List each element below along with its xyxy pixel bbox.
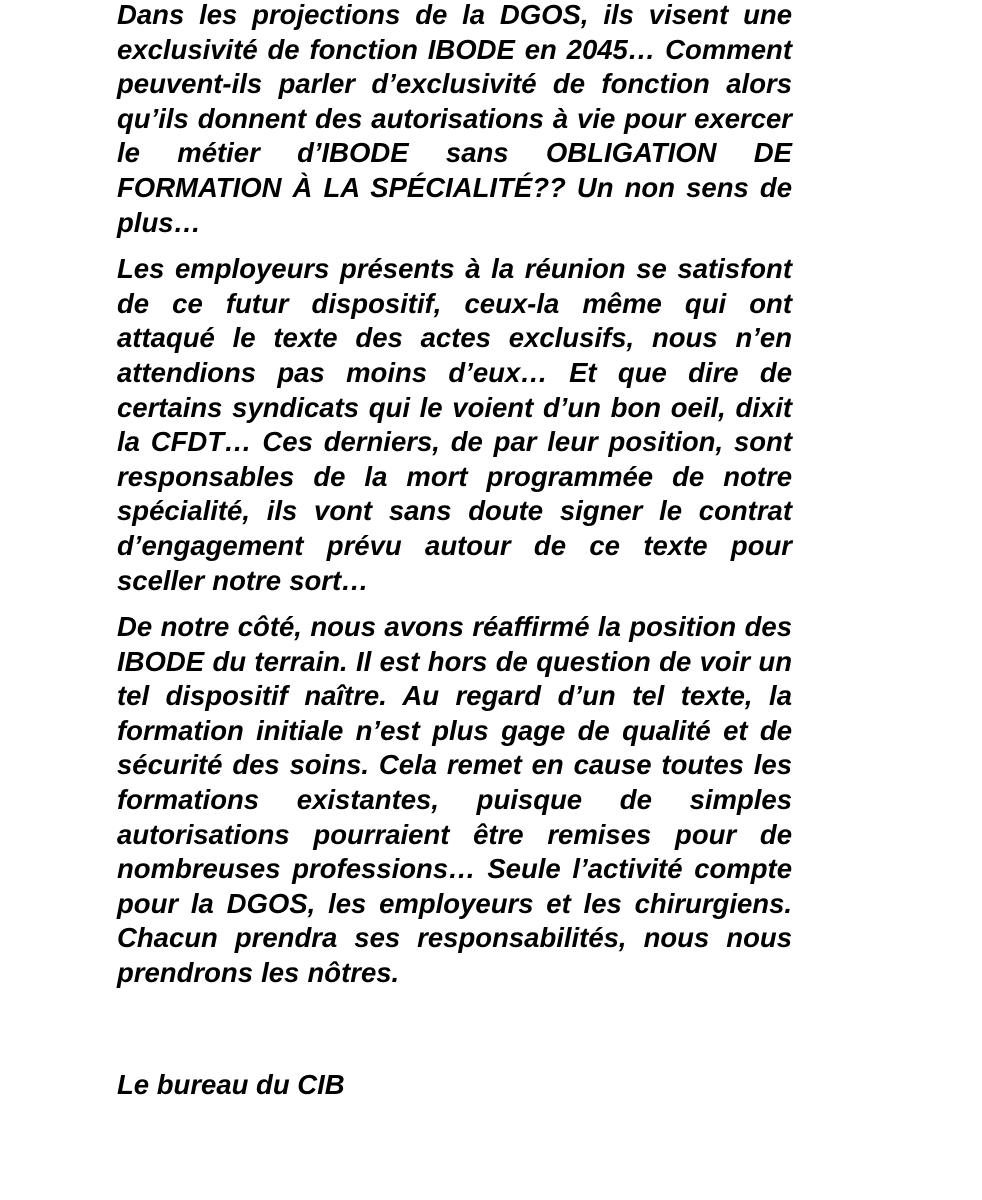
document-body: [117, 0, 792, 1003]
signature: Le bureau du CIB: [117, 1069, 345, 1100]
paragraph-employers: Les employeurs présents à la réunion se satisfont de ce futur dispositif, ceux-la même qui ont attaqué le texte des actes exclusifs, nous n’en attendions pas moins d’eux… Et que dire de certains syndicats qui le voient d’un bon oeil, dixit la CFDT… Ces derniers, de par leur position, sont responsables de la mort programmée de notre spécialité, ils vont sans doute signer le contrat d’engagement prévu autour de ce texte pour sceller notre sort…: [117, 253, 792, 596]
paragraph-dgos-projections: Dans les projections de la DGOS, ils visent une exclusivité de fonction IBODE en 2045… Comment peuvent-ils parler d’exclusivité de fonction alors qu’ils donnent des autorisations à vie pour exercer le métier d’IBODE sans OBLIGATION DE FORMATION À LA SPÉCIALITÉ?? Un non sens de plus…: [117, 0, 792, 238]
paragraph-our-position: De notre côté, nous avons réaffirmé la position des IBODE du terrain. Il est hors de question de voir un tel dispositif naître. Au regard d’un tel texte, la formation initiale n’est plus gage de qualité et de sécurité des soins. Cela remet en cause toutes les formations existantes, puisque de simples autorisations pourraient être remises pour de nombreuses professions… Seule l’activité compte pour la DGOS, les employeurs et les chirurgiens. Chacun prendra ses responsabilités, nous nous prendrons les nôtres.: [117, 611, 792, 989]
